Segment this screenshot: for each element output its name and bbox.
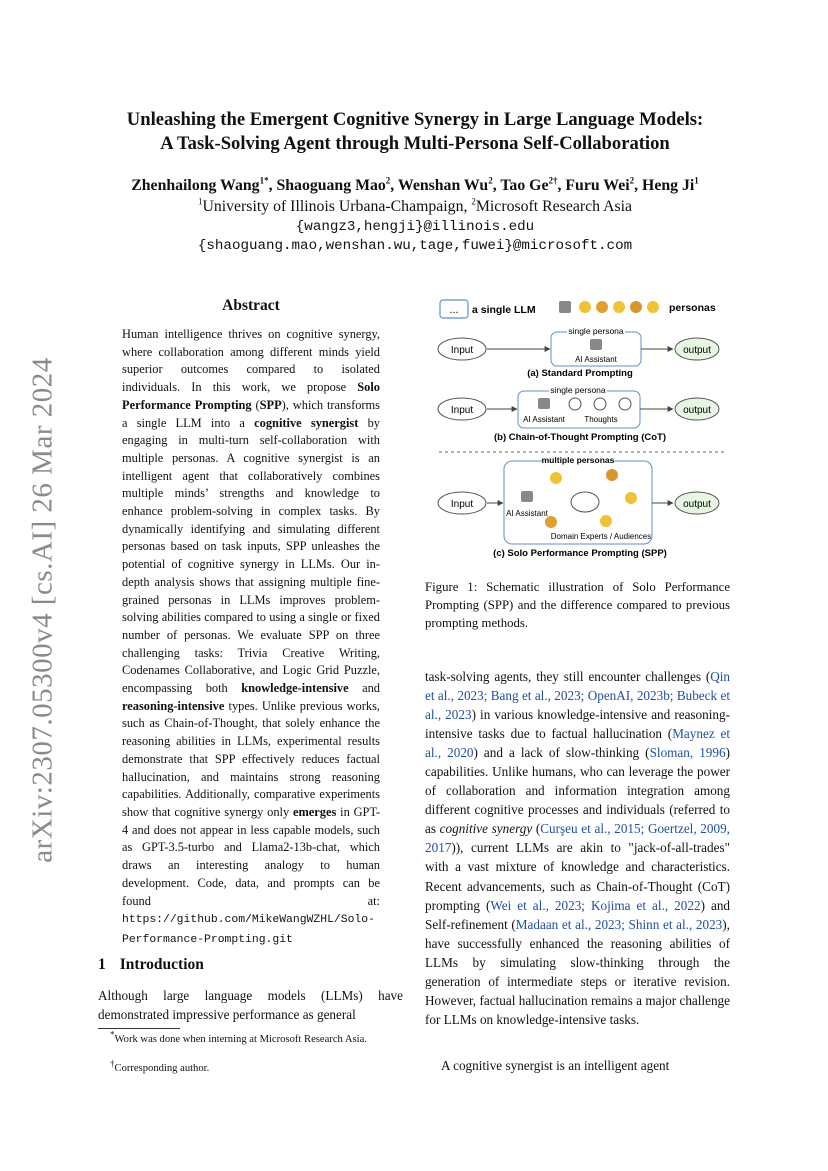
arxiv-id: arXiv:2307.05300v4 [cs.AI] 26 Mar 2024 <box>26 357 59 863</box>
citation[interactable]: Sloman, 1996 <box>649 745 726 761</box>
svg-text:single persona: single persona <box>550 385 606 395</box>
author: Zhenhailong Wang$^{1*}$ <box>131 175 269 194</box>
affiliations: $^1$University of Illinois Urbana-Champaign, $^2$Microsoft Research Asia <box>197 196 633 215</box>
thought-bubbles-icon <box>569 398 631 410</box>
svg-text:multiple personas: multiple personas <box>541 455 615 465</box>
title-line-2: A Task-Solving Agent through Multi-Persona Self-Collaboration <box>160 133 670 154</box>
svg-text:output: output <box>683 499 711 510</box>
robot-icon <box>590 339 602 350</box>
robot-icon <box>538 398 550 409</box>
legend-single-llm: a single LLM <box>472 304 536 316</box>
svg-text:output: output <box>683 345 711 356</box>
author: Tao $Ge^{2\dagger}$ <box>500 175 558 194</box>
figure-caption: Figure 1: Schematic illustration of Solo Performance Prompting (SPP) and the difference compared to previous prompting methods. <box>425 580 730 630</box>
svg-text:output: output <box>683 405 711 416</box>
svg-text:single persona: single persona <box>568 326 624 336</box>
dialogue-bubble-icon <box>571 492 599 512</box>
svg-text:AI Assistant: AI Assistant <box>523 415 565 424</box>
svg-text:AI Assistant: AI Assistant <box>575 355 617 364</box>
author: Heng Ji$^1$ <box>642 175 699 194</box>
robot-icon <box>521 491 533 502</box>
persona-icons-legend <box>559 301 659 313</box>
citation[interactable]: Wei et al., 2023; Kojima et al., 2022 <box>490 897 701 913</box>
label-cot-prompting: (b) Chain-of-Thought Prompting (CoT) <box>493 432 667 443</box>
abstract-heading: Abstract <box>222 297 280 314</box>
intro-paragraph-right-2: A cognitive synergist is an intelligent agent <box>441 1058 670 1073</box>
section-heading-introduction: 1 Introduction <box>98 956 204 973</box>
author: Shaoguang Mao$^2$ <box>276 175 391 194</box>
citation[interactable]: Curşeu et al., 2015; Goertzel, 2009, 2017 <box>425 821 730 856</box>
label-standard-prompting: (a) Standard Prompting <box>527 368 633 379</box>
author: Furu Wei$^2$ <box>565 175 635 194</box>
citation[interactable]: Madaan et al., 2023; Shinn et al., 2023 <box>515 916 723 932</box>
email-illinois[interactable]: {wangz3,hengji}@illinois.edu <box>295 219 535 235</box>
legend-ellipsis: ... <box>449 304 459 316</box>
figure-1-schematic <box>425 294 735 566</box>
citation[interactable]: Maynez et al., 2020 <box>425 726 730 761</box>
label-spp: (c) Solo Performance Prompting (SPP) <box>493 548 667 559</box>
repo-link[interactable]: https://github.com/MikeWangWZHL/Solo-Performance-Prompting.git <box>122 914 375 946</box>
intro-paragraph-right: task-solving agents, they still encounter challenges (Qin et al., 2023; Bang et al., 2023; OpenAI, 2023b; Bubeck et al., 2023) in various knowledge-intensive and reasoning-intensive tasks due to factual hallucination (Maynez et al., 2020) and a lack of slow-thinking (Sloman, 1996) capabilities. Unlike humans, who can leverage the power of collaboration and information integration among different cognitive processes and individuals (referred to as cognitive synergy (Curşeu et al., 2015; Goertzel, 2009, 2017)), current LLMs are akin to "jack-of-all-trades" with a vast mixture of knowledge and characteristics. Recent advancements, such as Chain-of-Thought (CoT) prompting (Wei et al., 2023; Kojima et al., 2022) and Self-refinement (Madaan et al., 2023; Shinn et al., 2023), have successfully enhanced the reasoning abilities of LLMs by simulating slow-thinking through the generation of intermediate steps or iterative revision. However, factual hallucination remains a major challenge for LLMs on knowledge-intensive tasks. <box>425 669 731 1027</box>
svg-text:Input: Input <box>450 405 474 416</box>
citation[interactable]: Qin et al., 2023; Bang et al., 2023; OpenAI, 2023b; Bubeck et al., 2023 <box>425 669 730 723</box>
author: Wenshan Wu$^2$ <box>397 175 493 194</box>
svg-text:Input: Input <box>450 345 474 356</box>
intro-paragraph: Although large language models (LLMs) have demonstrated impressive performance as general <box>98 988 403 1022</box>
svg-text:Domain Experts / Audiences: Domain Experts / Audiences <box>550 532 652 541</box>
abstract-text: Human intelligence thrives on cognitive synergy, where collaboration among different minds yield superior outcomes compared to isolated individuals. In this work, we propose Solo Performance Prompting (SPP), which transforms a single LLM into a cognitive synergist by engaging in multi-turn self-collaboration with multiple personas. A cognitive synergist is an intelligent agent that collaboratively combines multiple minds’ strengths and knowledge to enhance problem-solving in complex tasks. By dynamically identifying and simulating different personas based on task inputs, SPP unleashes the potential of cognitive synergy in LLMs. Our in-depth analysis shows that assigning multiple fine-grained personas in LLMs improves problem-solving abilities compared to using a single or fixed number of personas. We evaluate SPP on three challenging tasks: Trivia Creative Writing, Codenames Collaborative, and Logic Grid Puzzle, encompassing both knowledge-intensive and reasoning-intensive types. Unlike previous works, such as Chain-of-Thought, that solely enhance the reasoning abilities in LLMs, experimental results demonstrate that SPP effectively reduces factual hallucination, and maintains strong reasoning capabilities. Additionally, comparative experiments show that cognitive synergy only emerges in GPT-4 and does not appear in less capable models, such as GPT-3.5-turbo and Llama2-13b-chat, which draws an interesting analogy to human development. Code, data, and prompts can be found at: https://github.com/MikeWangWZHL/Solo-Performance-Prompting.git <box>122 327 380 946</box>
svg-text:AI Assistant: AI Assistant <box>506 509 548 518</box>
svg-text:Input: Input <box>450 499 474 510</box>
title-line-1: Unleashing the Emergent Cognitive Synergy in Large Language Models: <box>126 109 704 130</box>
paper-title <box>90 108 740 156</box>
arxiv-sidebar-stamp <box>18 357 68 863</box>
footnote-2: †Corresponding author. <box>110 1058 210 1074</box>
svg-text:Thoughts: Thoughts <box>584 415 618 424</box>
email-microsoft[interactable]: {shaoguang.mao,wenshan.wu,tage,fuwei}@microsoft.com <box>197 238 633 254</box>
footnote-1: *Work was done when interning at Microsoft Research Asia. <box>110 1029 367 1045</box>
author-list: Zhenhailong Wang$^{1*}$, Shaoguang Mao$^2$, Wenshan Wu$^2$, Tao $Ge^{2\dagger}$, Furu Wei$^2$, Heng Ji$^1$ <box>131 175 699 194</box>
legend-personas: personas <box>669 302 716 314</box>
